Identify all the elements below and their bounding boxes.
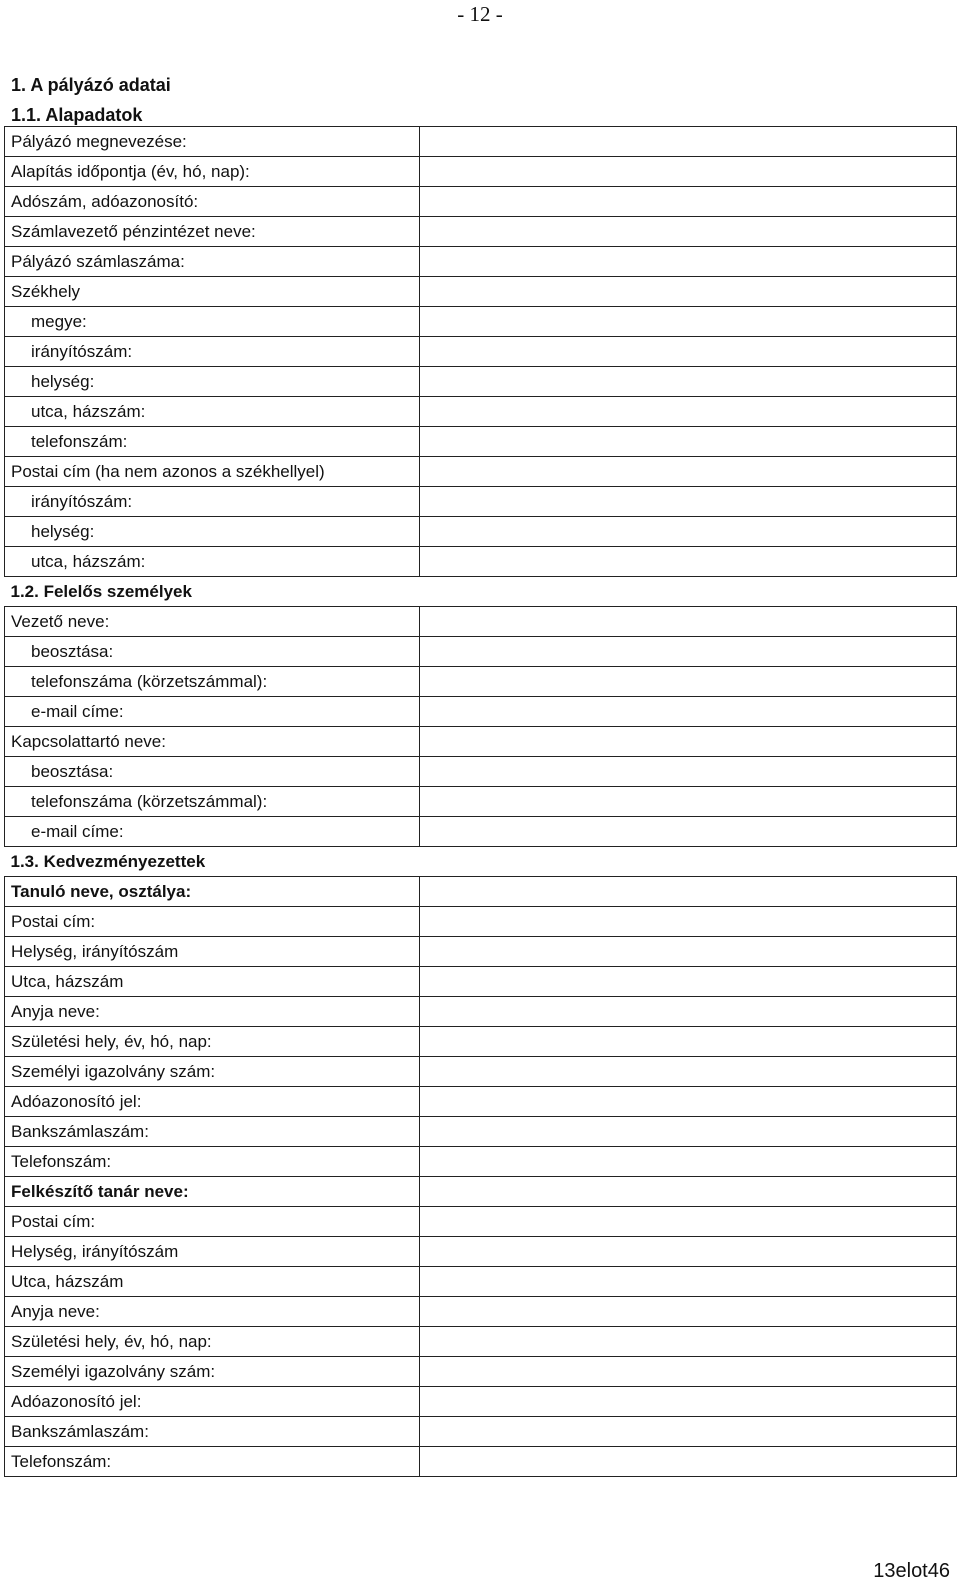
field-value-cell[interactable] — [420, 637, 957, 667]
field-value-cell[interactable] — [420, 547, 957, 577]
section-heading-row — [5, 577, 957, 607]
field-label: Bankszámlaszám: — [5, 1117, 420, 1147]
form-row — [5, 1177, 957, 1207]
form-row — [5, 1147, 957, 1177]
field-label: Születési hely, év, hó, nap: — [5, 1327, 420, 1357]
field-label: Pályázó megnevezése: — [5, 127, 420, 157]
field-label: utca, házszám: — [5, 397, 420, 427]
form-row — [5, 997, 957, 1027]
field-label: Postai cím (ha nem azonos a székhellyel) — [5, 457, 420, 487]
form-body — [5, 127, 957, 1477]
field-value-cell[interactable] — [420, 1447, 957, 1477]
form-row — [5, 637, 957, 667]
form-row — [5, 217, 957, 247]
field-label: beosztása: — [5, 757, 420, 787]
field-label: Anyja neve: — [5, 997, 420, 1027]
field-value-cell[interactable] — [420, 967, 957, 997]
field-label: Telefonszám: — [5, 1447, 420, 1477]
document-code: 13elot46 — [873, 1560, 950, 1582]
field-label: Helység, irányítószám — [5, 937, 420, 967]
field-label: e-mail címe: — [5, 697, 420, 727]
field-label: helység: — [5, 367, 420, 397]
field-value-cell[interactable] — [420, 337, 957, 367]
field-label: Anyja neve: — [5, 1297, 420, 1327]
field-label: Számlavezető pénzintézet neve: — [5, 217, 420, 247]
field-value-cell[interactable] — [420, 457, 957, 487]
field-value-cell[interactable] — [420, 1357, 957, 1387]
form-row — [5, 487, 957, 517]
form-row — [5, 1027, 957, 1057]
section-title: 1. A pályázó adatai — [11, 75, 171, 95]
form-row — [5, 877, 957, 907]
form-row — [5, 547, 957, 577]
field-label: Felkészítő tanár neve: — [5, 1177, 420, 1207]
field-value-cell[interactable] — [420, 487, 957, 517]
form-row — [5, 1267, 957, 1297]
field-value-cell[interactable] — [420, 1237, 957, 1267]
form-row — [5, 967, 957, 997]
form-row — [5, 157, 957, 187]
field-value-cell[interactable] — [420, 1087, 957, 1117]
field-label: telefonszáma (körzetszámmal): — [5, 667, 420, 697]
field-label: Személyi igazolvány szám: — [5, 1057, 420, 1087]
form-row — [5, 247, 957, 277]
field-label: Telefonszám: — [5, 1147, 420, 1177]
field-label: irányítószám: — [5, 487, 420, 517]
field-label: Postai cím: — [5, 907, 420, 937]
field-label: Utca, házszám — [5, 1267, 420, 1297]
field-label: helység: — [5, 517, 420, 547]
field-value-cell[interactable] — [420, 937, 957, 967]
field-value-cell[interactable] — [420, 127, 957, 157]
field-value-cell[interactable] — [420, 817, 957, 847]
field-value-cell[interactable] — [420, 187, 957, 217]
field-value-cell[interactable] — [420, 1057, 957, 1087]
field-value-cell[interactable] — [420, 427, 957, 457]
field-value-cell[interactable] — [420, 1177, 957, 1207]
field-value-cell[interactable] — [420, 157, 957, 187]
field-label: Tanuló neve, osztálya: — [5, 877, 420, 907]
field-label: Helység, irányítószám — [5, 1237, 420, 1267]
field-value-cell[interactable] — [420, 517, 957, 547]
field-label: Bankszámlaszám: — [5, 1417, 420, 1447]
form-row — [5, 1297, 957, 1327]
title-block — [11, 70, 171, 130]
form-row — [5, 817, 957, 847]
form-row — [5, 337, 957, 367]
field-label: beosztása: — [5, 637, 420, 667]
form-row — [5, 1417, 957, 1447]
field-label: telefonszáma (körzetszámmal): — [5, 787, 420, 817]
form-row — [5, 1057, 957, 1087]
field-label: irányítószám: — [5, 337, 420, 367]
field-label: Kapcsolattartó neve: — [5, 727, 420, 757]
form-row — [5, 367, 957, 397]
section-heading: 1.3. Kedvezményezettek — [5, 847, 957, 877]
field-value-cell[interactable] — [420, 1387, 957, 1417]
field-label: utca, házszám: — [5, 547, 420, 577]
field-value-cell[interactable] — [420, 1117, 957, 1147]
field-value-cell[interactable] — [420, 727, 957, 757]
form-row — [5, 1327, 957, 1357]
form-row — [5, 1207, 957, 1237]
field-label: Adóazonosító jel: — [5, 1087, 420, 1117]
field-value-cell[interactable] — [420, 247, 957, 277]
form-row — [5, 757, 957, 787]
form-row — [5, 517, 957, 547]
field-label: telefonszám: — [5, 427, 420, 457]
field-label: Postai cím: — [5, 1207, 420, 1237]
field-value-cell[interactable] — [420, 1297, 957, 1327]
section-heading-row — [5, 847, 957, 877]
field-value-cell[interactable] — [420, 277, 957, 307]
field-value-cell[interactable] — [420, 997, 957, 1027]
field-label: Születési hely, év, hó, nap: — [5, 1027, 420, 1057]
field-label: Pályázó számlaszáma: — [5, 247, 420, 277]
field-value-cell[interactable] — [420, 787, 957, 817]
form-row — [5, 1237, 957, 1267]
form-row — [5, 1447, 957, 1477]
field-label: Személyi igazolvány szám: — [5, 1357, 420, 1387]
form-row — [5, 397, 957, 427]
form-row — [5, 1087, 957, 1117]
field-value-cell[interactable] — [420, 1417, 957, 1447]
field-label: e-mail címe: — [5, 817, 420, 847]
field-value-cell[interactable] — [420, 877, 957, 907]
field-value-cell[interactable] — [420, 907, 957, 937]
subsection-title: 1.1. Alapadatok — [11, 105, 143, 125]
field-label: megye: — [5, 307, 420, 337]
field-value-cell[interactable] — [420, 697, 957, 727]
form-row — [5, 427, 957, 457]
field-value-cell[interactable] — [420, 367, 957, 397]
form-row — [5, 937, 957, 967]
form-row — [5, 187, 957, 217]
field-label: Alapítás időpontja (év, hó, nap): — [5, 157, 420, 187]
field-value-cell[interactable] — [420, 607, 957, 637]
form-row — [5, 697, 957, 727]
form-row — [5, 307, 957, 337]
field-value-cell[interactable] — [420, 1207, 957, 1237]
form-row — [5, 1387, 957, 1417]
page-number: - 12 - — [457, 2, 503, 26]
field-value-cell[interactable] — [420, 667, 957, 697]
field-value-cell[interactable] — [420, 1147, 957, 1177]
field-value-cell[interactable] — [420, 757, 957, 787]
field-value-cell[interactable] — [420, 397, 957, 427]
applicant-form-table — [4, 126, 957, 1477]
field-label: Adóazonosító jel: — [5, 1387, 420, 1417]
form-row — [5, 667, 957, 697]
field-value-cell[interactable] — [420, 1027, 957, 1057]
form-row — [5, 457, 957, 487]
field-value-cell[interactable] — [420, 1327, 957, 1357]
section-heading: 1.2. Felelős személyek — [5, 577, 957, 607]
form-row — [5, 127, 957, 157]
form-row — [5, 1357, 957, 1387]
form-row — [5, 1117, 957, 1147]
field-label: Adószám, adóazonosító: — [5, 187, 420, 217]
field-label: Vezető neve: — [5, 607, 420, 637]
form-row — [5, 907, 957, 937]
form-row — [5, 277, 957, 307]
form-row — [5, 787, 957, 817]
field-label: Székhely — [5, 277, 420, 307]
form-row — [5, 607, 957, 637]
field-value-cell[interactable] — [420, 1267, 957, 1297]
form-row — [5, 727, 957, 757]
field-value-cell[interactable] — [420, 217, 957, 247]
field-value-cell[interactable] — [420, 307, 957, 337]
field-label: Utca, házszám — [5, 967, 420, 997]
